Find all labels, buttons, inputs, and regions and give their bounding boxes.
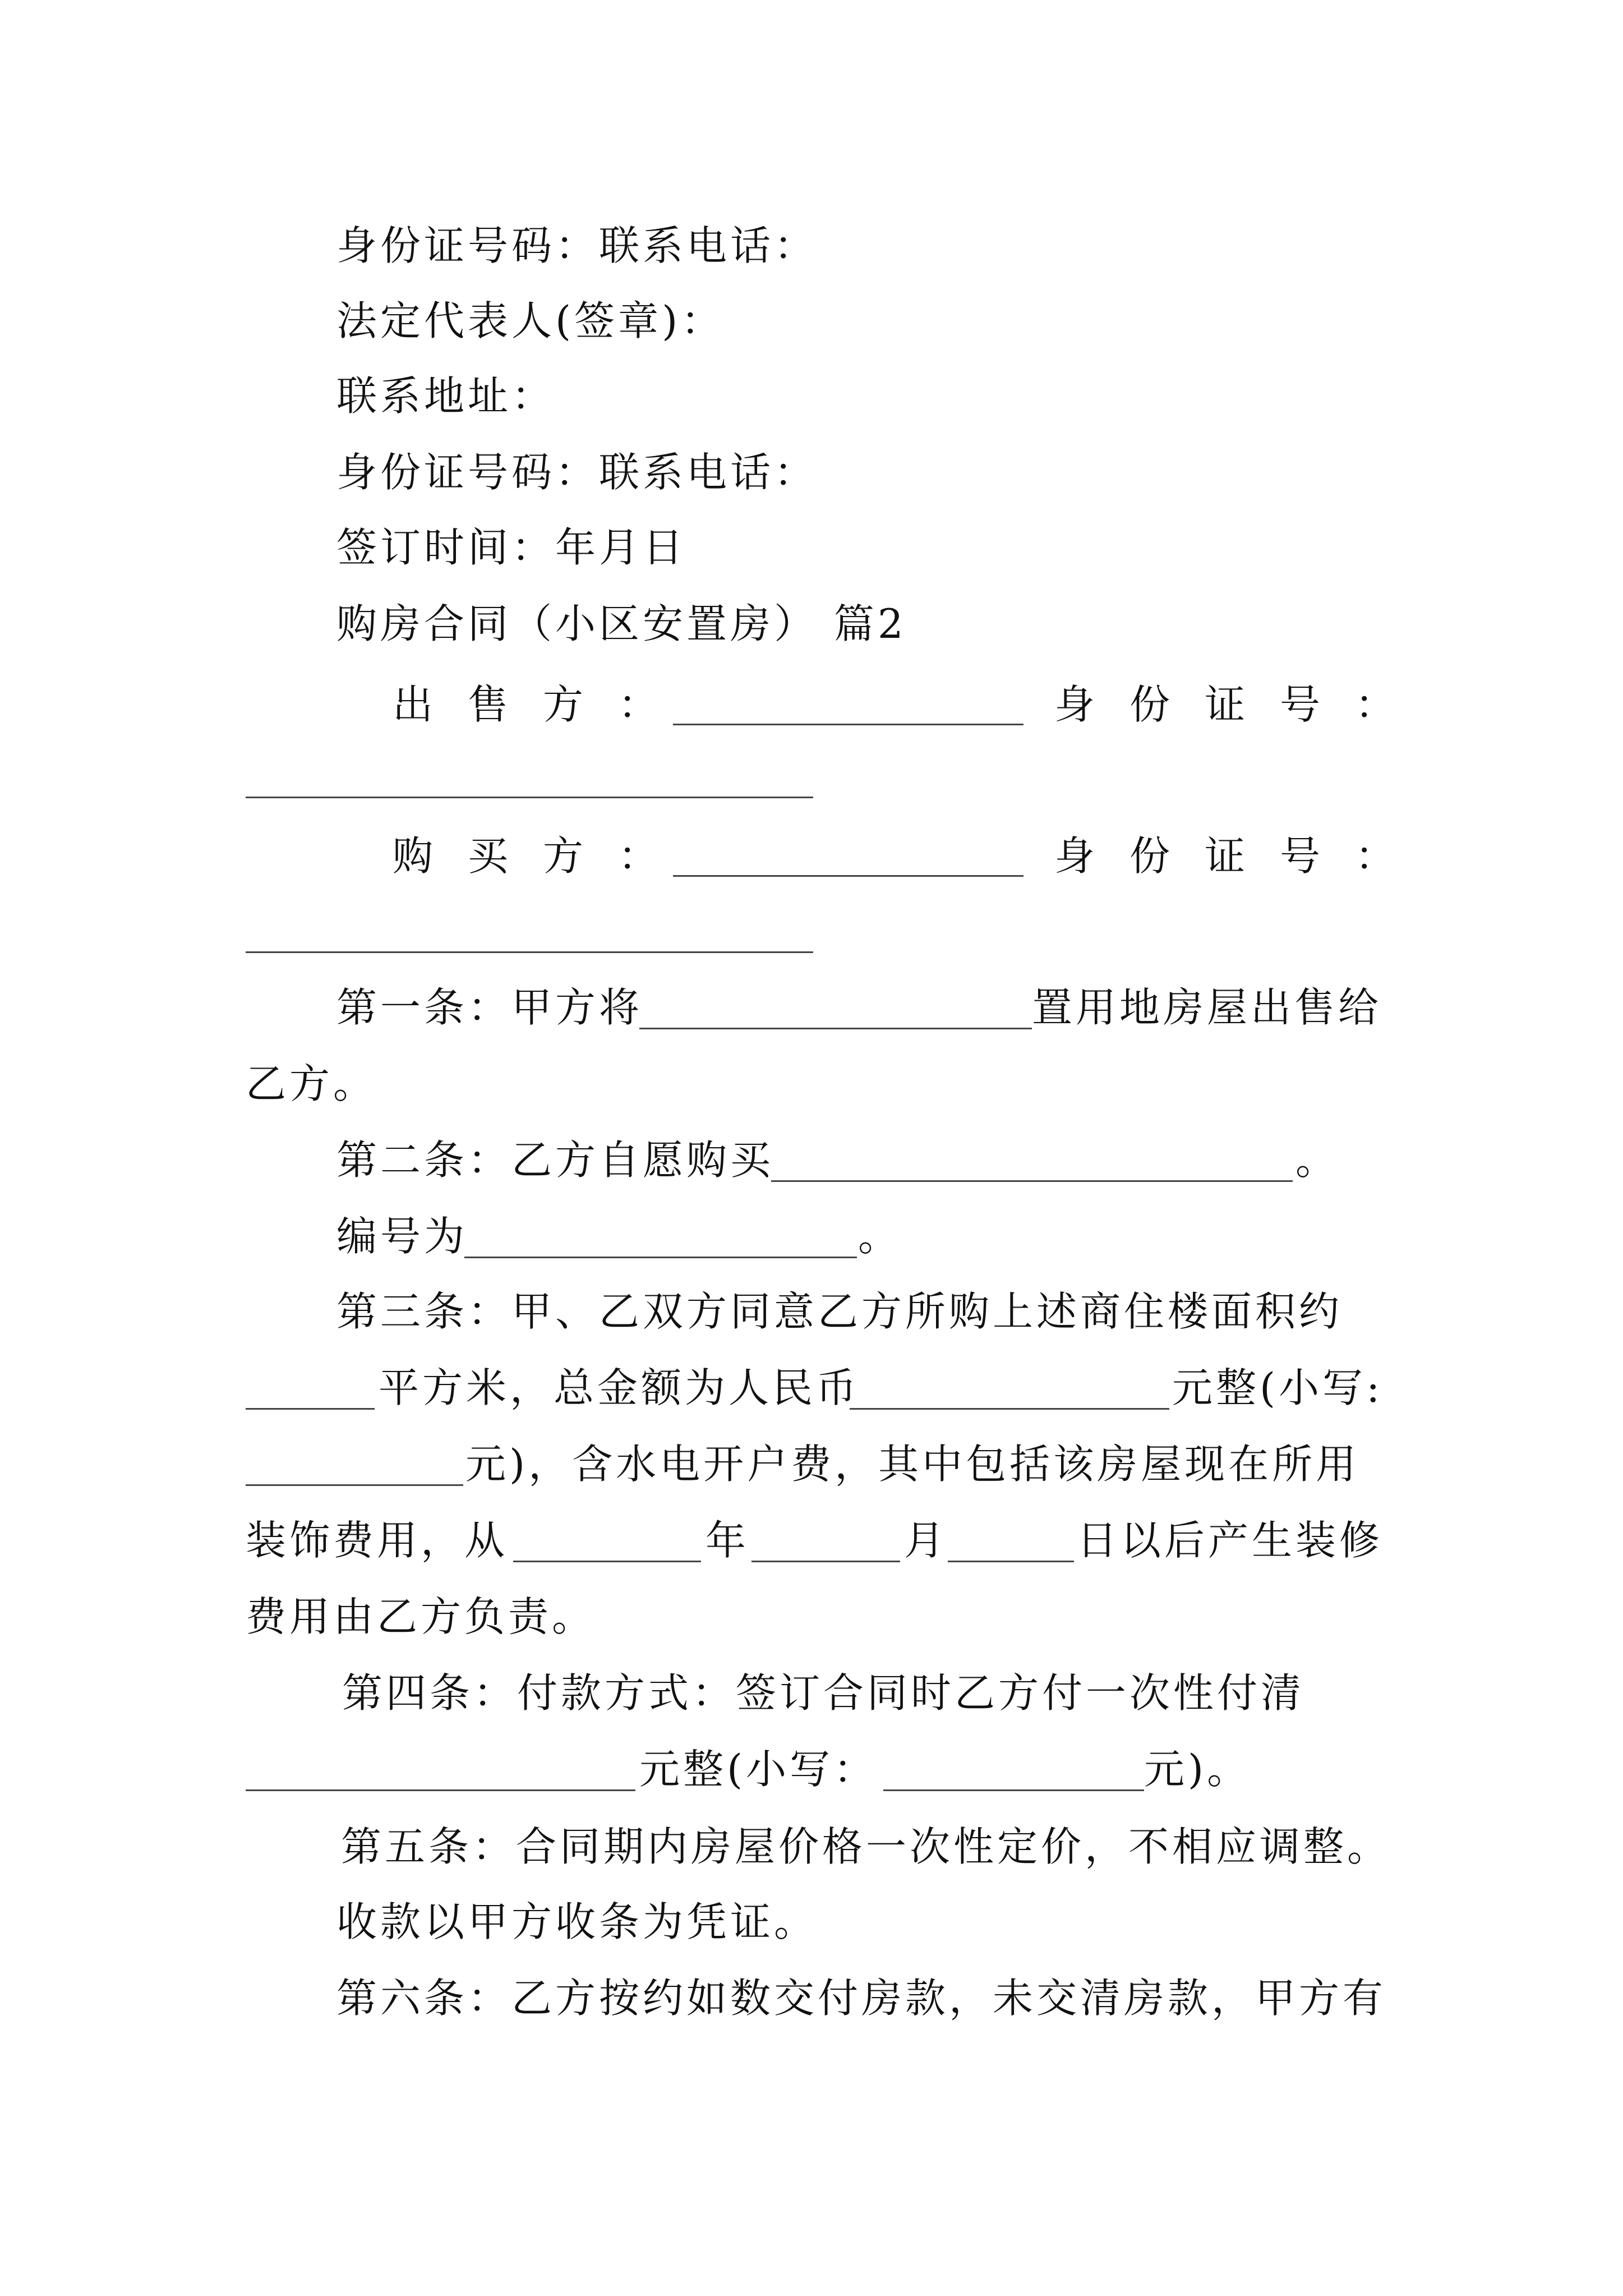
article-3-year-blank [513, 1561, 701, 1562]
article-4-line-2a: 元整(小写： [639, 1746, 878, 1793]
article-4-amount-blank [246, 1789, 635, 1791]
article-6-line-1: 第六条：乙方按约如数交付房款，未交清房款，甲方有 [336, 1975, 1387, 2022]
article-2-prefix: 第二条：乙方自愿购买 [336, 1137, 774, 1184]
article-3-day-blank [948, 1561, 1074, 1562]
number-suffix: 。 [858, 1213, 902, 1260]
buyer-label: 购买方： [393, 832, 694, 880]
id-phone-line-2: 身份证号码：联系电话： [336, 449, 818, 496]
article-3-line-4c: 月 [904, 1517, 948, 1564]
seller-label: 出售方： [393, 681, 694, 728]
article-3-line-2b: 元整(小写: [1172, 1364, 1384, 1411]
buyer-blank [673, 875, 1023, 877]
article-1-suffix: 置用地房屋出售给 [1032, 984, 1382, 1031]
contract-section-title: 购房合同（小区安置房） 篇2 [336, 600, 907, 647]
article-5-line-1: 第五条：合同期内房屋价格一次性定价，不相应调整。 [341, 1823, 1391, 1870]
number-blank [464, 1257, 857, 1258]
article-3-line-4d: 日以后产生装修 [1077, 1517, 1384, 1564]
article-3-amount-blank [850, 1408, 1169, 1410]
article-3-area-blank [246, 1408, 375, 1410]
article-4-line-1: 第四条：付款方式：签订合同时乙方付一次性付清 [342, 1669, 1305, 1717]
seller-blank [673, 724, 1023, 725]
article-3-month-blank [751, 1561, 900, 1562]
article-4-line-2b: 元)。 [1144, 1746, 1251, 1793]
number-prefix: 编号为 [336, 1213, 468, 1260]
article-3-line-3: 元)，含水电开户费，其中包括该房屋现在所用 [465, 1441, 1360, 1488]
article-1-prefix: 第一条：甲方将 [336, 984, 643, 1031]
sign-date-line: 签订时间：年月日 [336, 524, 687, 571]
buyer-id-label: 身份证号： [1054, 832, 1431, 880]
article-3-line-5: 费用由乙方负责。 [246, 1593, 596, 1640]
article-3-line-4a: 装饰费用，从 [246, 1517, 509, 1564]
article-3-lowercase-blank [246, 1484, 463, 1486]
article-1-blank [639, 1028, 1032, 1029]
id-phone-line: 身份证号码：联系电话： [336, 222, 818, 269]
article-5-line-2: 收款以甲方收条为凭证。 [336, 1898, 818, 1945]
article-1-continuation: 乙方。 [246, 1060, 377, 1107]
article-2-suffix: 。 [1295, 1137, 1340, 1184]
article-3-line-2a: 平方米，总金额为人民币 [379, 1364, 860, 1411]
article-2-blank [771, 1180, 1293, 1182]
article-4-lowercase-blank [883, 1789, 1144, 1791]
seller-id-label: 身份证号： [1054, 681, 1431, 728]
legal-representative-line: 法定代表人(签章)： [336, 297, 725, 344]
buyer-id-blank [246, 951, 813, 953]
contact-address-line: 联系地址： [336, 372, 556, 420]
article-3-line-1: 第三条：甲、乙双方同意乙方所购上述商住楼面积约 [336, 1288, 1343, 1335]
article-3-line-4b: 年 [706, 1517, 750, 1564]
seller-id-blank [246, 797, 813, 798]
